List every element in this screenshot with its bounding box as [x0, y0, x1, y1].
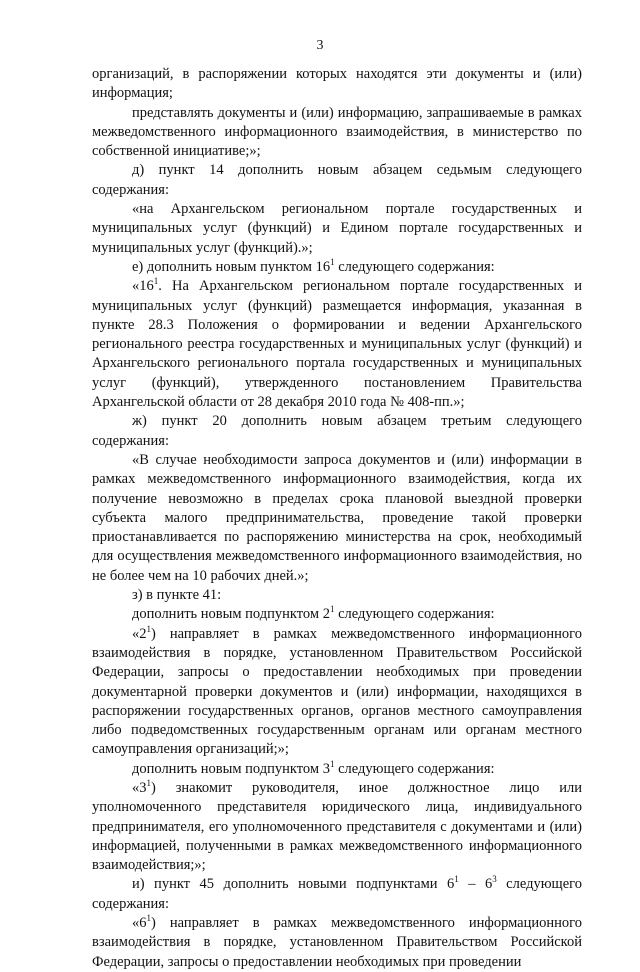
text-run: «2	[132, 625, 147, 642]
text-run: организаций, в распоряжении которых находятся эти документы и (или) информация;	[92, 66, 582, 102]
text-run: е) дополнить новым пунктом 16	[132, 258, 331, 275]
text-run: «3	[132, 779, 147, 796]
text-run: «на Архангельском региональном портале государственных и муниципальных услуг (функций) и Едином портале государственных и муниципальных услуг (функций).»;	[92, 201, 582, 256]
text-run: «16	[132, 278, 154, 295]
paragraph-p14	[92, 875, 582, 914]
paragraph-p11	[92, 625, 582, 760]
text-run: следующего содержания:	[334, 258, 495, 275]
text-run: дополнить новым подпунктом 3	[132, 760, 330, 777]
text-run: «В случае необходимости запроса документов и (или) информации в рамках межведомственного информационного взаимодействия, когда их получение невозможно в пределах срока плановой выездной проверки субъекта малого предпринимательства, проведение такой проверки приостанавливается по распоряжению министерства на срок, необходимый для осуществления межведомственного информационного взаимодействия, но не более чем на 10 рабочих дней.»;	[92, 451, 582, 584]
paragraph-p10	[92, 605, 582, 624]
paragraph-p15	[92, 914, 582, 972]
paragraph-p4	[92, 200, 582, 258]
superscript: 1	[146, 778, 151, 789]
superscript: 1	[146, 623, 151, 634]
paragraph-p12	[92, 760, 582, 779]
superscript: 1	[329, 758, 335, 769]
text-run: ) направляет в рамках межведомственного информационного взаимодействия в порядке, установленном Правительством Российской Федерации, запросы о предоставлении необходимых при проведении	[92, 915, 582, 970]
paragraph-p9	[92, 586, 582, 605]
text-run: представлять документы и (или) информацию, запрашиваемые в рамках межведомственного информационного взаимодействия, в министерство по собственной инициативе;»;	[92, 104, 582, 160]
text-run: . На Архангельском региональном портале государственных и муниципальных услуг (функций) размещается информация, указанная в пункте 28.3 Положения о формировании и ведении Архангельского регионального реестра государственных и муниципальных услуг (функций) и Архангельского регионального портала государственных и муниципальных услуг (функций), утвержденного постановлением Правительства Архангельской области от 28 декабря 2010 года № 408-пп.»;	[92, 278, 582, 411]
text-run: и) пункт 45 дополнить новыми подпунктами 6	[132, 876, 455, 893]
text-run: следующего содержания:	[334, 606, 495, 623]
text-run: д) пункт 14 дополнить новым абзацем седьмым следующего содержания:	[92, 162, 582, 198]
paragraph-p1	[92, 65, 582, 104]
text-run: «6	[132, 915, 147, 932]
text-run: з) в пункте 41:	[132, 587, 222, 604]
text-run: ) направляет в рамках межведомственного информационного взаимодействия в порядке, установленном Правительством Российской Федерации, запросы о предоставлении необходимых при проведении документарной проверки документов и (или) информации, находящихся в распоряжении государственных органов, органов местного самоуправления либо подведомственных государственным органам или органам местного самоуправления организаций;»;	[92, 625, 582, 758]
text-run: дополнить новым подпунктом 2	[132, 606, 330, 623]
superscript: 1	[146, 913, 151, 924]
paragraph-p13	[92, 779, 582, 875]
superscript: 1	[153, 276, 159, 287]
paragraph-p8	[92, 451, 582, 586]
text-run: следующего содержания:	[334, 760, 495, 777]
superscript: 1	[330, 257, 335, 268]
text-run: – 6	[458, 876, 493, 893]
paragraph-p7	[92, 412, 582, 451]
text-run: ж) пункт 20 дополнить новым абзацем третьим следующего содержания:	[92, 413, 582, 449]
superscript: 3	[492, 874, 497, 885]
paragraph-p3	[92, 161, 582, 200]
text-run: следующего содержания:	[92, 876, 582, 912]
superscript: 1	[329, 604, 335, 615]
paragraph-p2	[92, 104, 582, 162]
page-number: 3	[316, 38, 324, 53]
document-body	[92, 65, 582, 972]
text-run: ) знакомит руководителя, иное должностное лицо или уполномоченного представителя юридического лица, индивидуального предпринимателя, его уполномоченного представителя с документами и (или) информацией, полученными в рамках межведомственного информационного взаимодействия;»;	[92, 779, 582, 874]
paragraph-p6	[92, 277, 582, 412]
superscript: 1	[454, 874, 459, 885]
paragraph-p5	[92, 258, 582, 277]
